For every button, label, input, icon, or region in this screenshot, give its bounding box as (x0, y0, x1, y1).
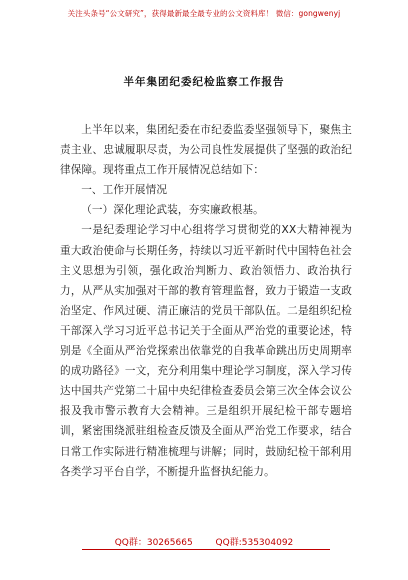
section-heading: 一、工作开展情况 (81, 184, 168, 197)
footer-underline (82, 549, 330, 550)
footer-qq-group-2: QQ群:535304092 (215, 538, 294, 548)
body-paragraph: 一是纪委理论学习中心组将学习贯彻党的XX大精神视为重大政治使命与长期任务，持续以习近平新时代中国特色社会主义思想为引领，强化政治判断力、政治领悟力、政治执行力，从严从实加强对干部的教育管理监督，致力于锻造一支政治坚定、作风过硬、清正廉洁的党员干部队伍。二是组织纪检干部深入学习习近平总书记关于全面从严治党的重要论述，特别是《全面从严治党探索出依靠党的自我革命跳出历史周期率的成功路径》一文，充分利用集中理论学习制度，深入学习传达中国共产党第二十届中央纪律检查委员会第三次全体会议公报及我市警示教育大会精神。三是组织开展纪检干部专题培训，紧密围绕派驻组检查反馈及全面从严治党工作要求，结合日常工作实际进行精准梳理与讲解；同时，鼓励纪检干部利用各类学习平台自学，不断提升监督执纪能力。 (60, 224, 352, 478)
subsection-heading: （一）深化理论武装，夯实廉政根基。 (81, 204, 264, 217)
intro-paragraph: 上半年以来，集团纪委在市纪委监委坚强领导下，聚焦主责主业、忠诚履职尽责，为公司良性发展提供了坚强的政治纪律保障。现将重点工作开展情况总结如下： (60, 124, 352, 177)
footer-contacts (0, 535, 408, 548)
header-notice: 关注头条号“公文研究”，获得最新最全最专业的公文资料库！ 微信：gongwenyj (67, 9, 341, 18)
document-title: 半年集团纪委纪检监察工作报告 (123, 76, 285, 88)
footer-qq-group-1: QQ群：30265665 (114, 538, 193, 548)
document-body (60, 120, 352, 482)
